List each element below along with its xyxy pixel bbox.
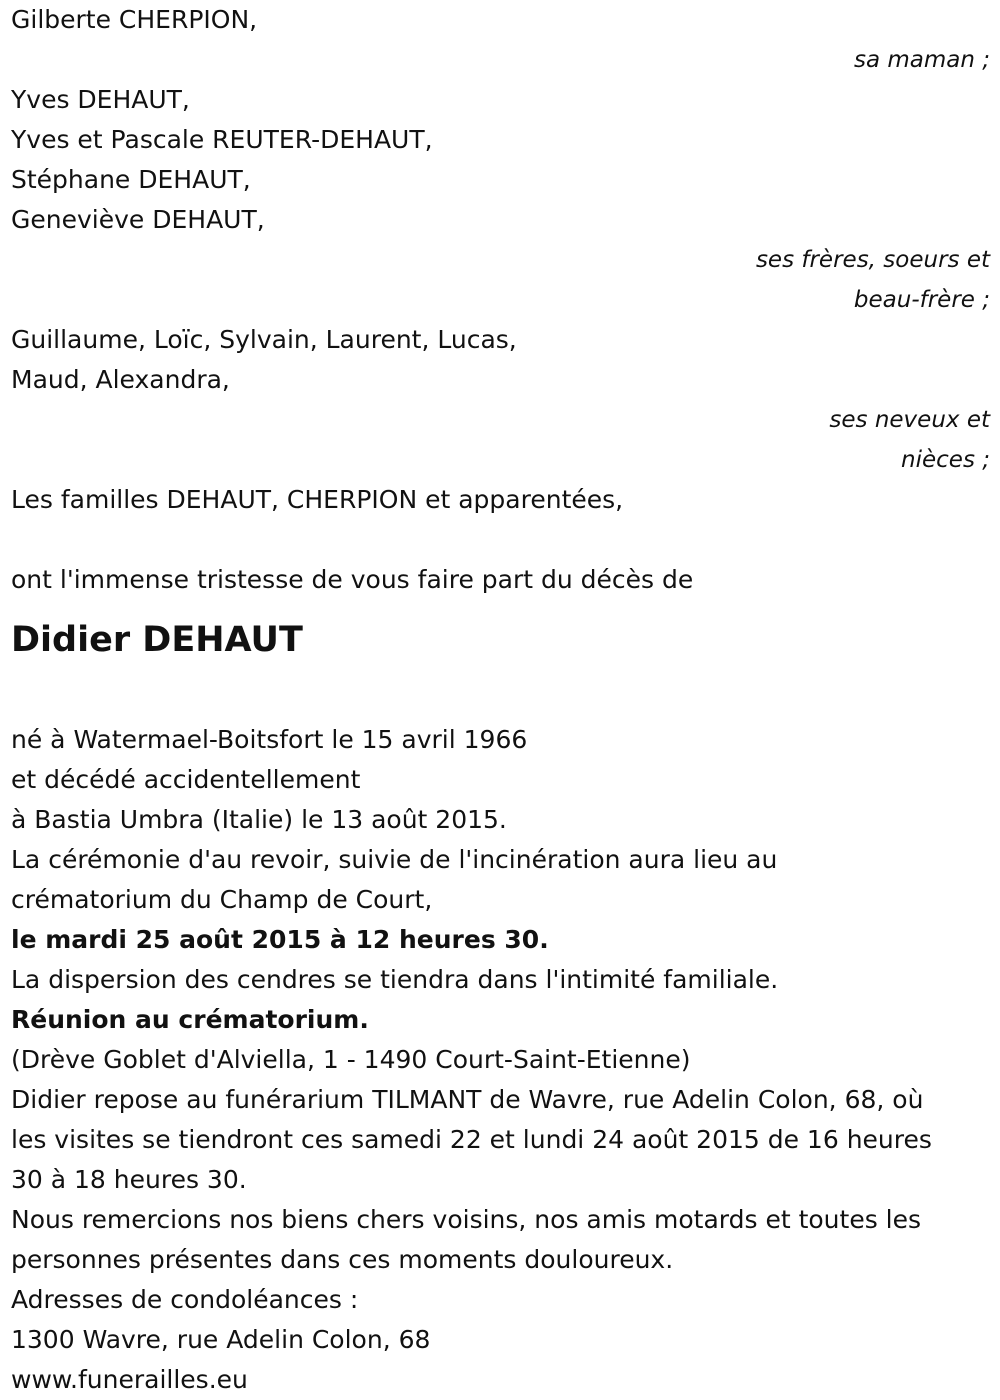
sibling-name: Yves DEHAUT, — [11, 85, 190, 114]
condolences-label: Adresses de condoléances : — [11, 1285, 359, 1314]
thanks-line-1: Nous remercions nos biens chers voisins, nos amis motards et toutes les — [11, 1205, 922, 1234]
spacer — [11, 680, 990, 720]
siblings-relation-line-1: ses frères, soeurs et — [755, 247, 990, 273]
sibling-name: Stéphane DEHAUT, — [11, 165, 251, 194]
dispersion-line: La dispersion des cendres se tiendra dans l'intimité familiale. — [11, 965, 779, 994]
obituary-notice — [11, 0, 990, 1400]
reunion-line: Réunion au crématorium. — [11, 1005, 369, 1034]
families-line: Les familles DEHAUT, CHERPION et apparentées, — [11, 485, 624, 514]
reunion-address: (Drève Goblet d'Alviella, 1 - 1490 Court-Saint-Etienne) — [11, 1045, 691, 1074]
condolences-address: 1300 Wavre, rue Adelin Colon, 68 — [11, 1325, 431, 1354]
funerarium-line-3: 30 à 18 heures 30. — [11, 1165, 247, 1194]
nephew-names-line-1: Guillaume, Loïc, Sylvain, Laurent, Lucas, — [11, 325, 517, 354]
siblings-block — [11, 80, 990, 320]
mother-block — [11, 0, 990, 80]
birth-line: né à Watermael-Boitsfort le 15 avril 1966 — [11, 725, 528, 754]
deceased-name: Didier DEHAUT — [11, 620, 303, 660]
details-block — [11, 720, 990, 1400]
sibling-name: Yves et Pascale REUTER-DEHAUT, — [11, 125, 433, 154]
nephews-block — [11, 320, 990, 480]
website-link[interactable]: www.funerailles.eu — [11, 1365, 248, 1394]
funerarium-line-1: Didier repose au funérarium TILMANT de Wavre, rue Adelin Colon, 68, où — [11, 1085, 924, 1114]
siblings-relation-line-2: beau-frère ; — [853, 287, 990, 313]
death-line-1: et décédé accidentellement — [11, 765, 361, 794]
sibling-name: Geneviève DEHAUT, — [11, 205, 265, 234]
death-line-2: à Bastia Umbra (Italie) le 13 août 2015. — [11, 805, 507, 834]
ceremony-line-1: La cérémonie d'au revoir, suivie de l'incinération aura lieu au — [11, 845, 778, 874]
nephews-relation-line-1: ses neveux et — [829, 407, 990, 433]
funerarium-line-2: les visites se tiendront ces samedi 22 et lundi 24 août 2015 de 16 heures — [11, 1125, 932, 1154]
ceremony-line-2: crématorium du Champ de Court, — [11, 885, 433, 914]
announcement-line: ont l'immense tristesse de vous faire part du décès de — [11, 565, 694, 594]
thanks-line-2: personnes présentes dans ces moments douloureux. — [11, 1245, 674, 1274]
ceremony-date: le mardi 25 août 2015 à 12 heures 30. — [11, 925, 549, 954]
spacer — [11, 520, 990, 560]
nephew-names-line-2: Maud, Alexandra, — [11, 365, 230, 394]
mother-relation: sa maman ; — [853, 47, 990, 73]
mother-name: Gilberte CHERPION, — [11, 5, 258, 34]
nephews-relation-line-2: nièces ; — [901, 447, 990, 473]
